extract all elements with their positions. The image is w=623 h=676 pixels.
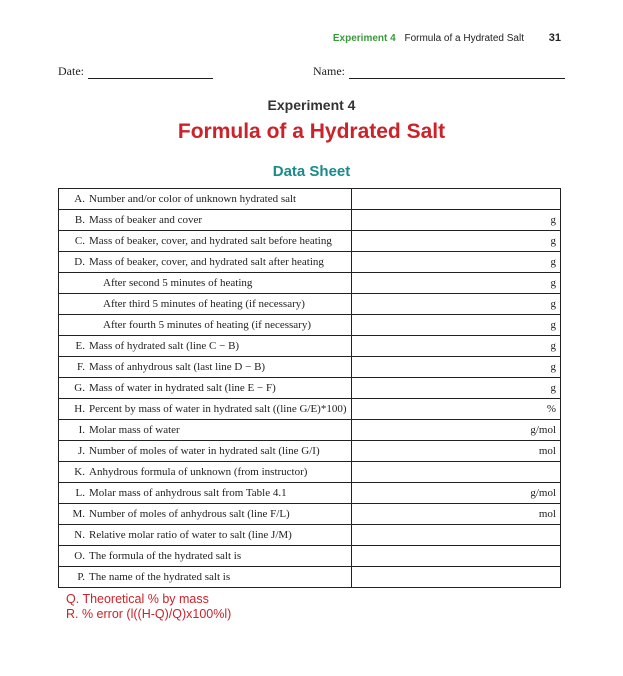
row-label-cell (59, 252, 352, 273)
date-blank-line[interactable] (88, 66, 213, 79)
row-label: Mass of beaker and cover (89, 214, 203, 226)
table-row (59, 189, 561, 210)
row-value-cell[interactable] (351, 546, 560, 567)
row-label-cell (59, 399, 352, 420)
table-row (59, 483, 561, 504)
row-letter: P. (77, 571, 85, 583)
running-header-experiment: Experiment 4 (332, 33, 396, 44)
table-row (59, 231, 561, 252)
row-label: Anhydrous formula of unknown (from instructor) (89, 466, 308, 478)
row-label-cell (59, 189, 352, 210)
row-value-cell[interactable] (351, 399, 560, 420)
row-value-cell[interactable] (351, 504, 560, 525)
row-value-cell[interactable] (351, 294, 560, 315)
row-value-cell[interactable] (351, 252, 560, 273)
row-value-cell[interactable] (351, 441, 560, 462)
row-label-cell (59, 462, 352, 483)
data-sheet-table (58, 188, 561, 588)
row-value-cell[interactable] (351, 210, 560, 231)
row-value-cell[interactable] (351, 378, 560, 399)
row-value-cell[interactable] (351, 357, 560, 378)
row-label: Number of moles of water in hydrated salt (line G/I) (89, 445, 320, 457)
note-r: R. % error (l((H-Q)/Q)x100%l) (66, 607, 232, 621)
row-label-cell (59, 357, 352, 378)
row-letter: H. (74, 403, 85, 415)
row-label: After fourth 5 minutes of heating (if necessary) (103, 319, 312, 331)
row-label: The formula of the hydrated salt is (89, 550, 242, 562)
table-row (59, 315, 561, 336)
row-letter: M. (72, 508, 85, 520)
row-value-cell[interactable] (351, 420, 560, 441)
row-label-cell (59, 315, 352, 336)
row-label: Mass of water in hydrated salt (line E − F) (89, 382, 276, 394)
running-header (333, 32, 561, 44)
row-label: Molar mass of water (89, 424, 180, 436)
table-row (59, 210, 561, 231)
row-letter: K. (74, 466, 85, 478)
table-row (59, 420, 561, 441)
row-letter: E. (75, 340, 85, 352)
row-label: Mass of beaker, cover, and hydrated salt before heating (89, 235, 332, 247)
row-value-cell[interactable] (351, 189, 560, 210)
row-letter: F. (77, 361, 85, 373)
row-label-cell (59, 378, 352, 399)
row-value-cell[interactable] (351, 483, 560, 504)
table-row (59, 525, 561, 546)
row-label: Mass of anhydrous salt (last line D − B) (89, 361, 266, 373)
row-label: Relative molar ratio of water to salt (line J/M) (89, 529, 292, 541)
handwritten-notes (66, 592, 231, 622)
row-letter: N. (74, 529, 85, 541)
row-label-cell (59, 504, 352, 525)
table-row (59, 252, 561, 273)
row-label-cell (59, 420, 352, 441)
row-label: Mass of beaker, cover, and hydrated salt after heating (89, 256, 324, 268)
row-unit: g (550, 361, 556, 373)
row-letter: O. (74, 550, 85, 562)
row-label: Number and/or color of unknown hydrated salt (89, 193, 297, 205)
page-title: Formula of a Hydrated Salt (177, 120, 446, 143)
table-row (59, 273, 561, 294)
row-unit: g (550, 340, 556, 352)
row-label-cell (59, 525, 352, 546)
row-label-cell (59, 441, 352, 462)
table-row (59, 567, 561, 588)
row-label: Number of moles of anhydrous salt (line F/L) (89, 508, 290, 520)
table-row (59, 378, 561, 399)
row-label-cell (59, 336, 352, 357)
row-unit: % (546, 403, 556, 415)
row-unit: mol (538, 508, 556, 520)
row-unit: g (550, 319, 556, 331)
table-row (59, 504, 561, 525)
name-field[interactable] (313, 64, 565, 79)
row-value-cell[interactable] (351, 336, 560, 357)
row-unit: g (550, 256, 556, 268)
row-unit: g (550, 298, 556, 310)
row-label: After second 5 minutes of heating (103, 277, 253, 289)
row-unit: g/mol (530, 487, 556, 499)
table-row (59, 294, 561, 315)
name-blank-line[interactable] (349, 66, 565, 79)
row-value-cell[interactable] (351, 231, 560, 252)
row-letter: J. (77, 445, 85, 457)
row-label: After third 5 minutes of heating (if necessary) (103, 298, 305, 310)
table-row (59, 399, 561, 420)
row-unit: mol (538, 445, 556, 457)
table-row (59, 357, 561, 378)
running-header-subtitle: Formula of a Hydrated Salt (404, 33, 524, 44)
row-label-cell (59, 231, 352, 252)
row-label: Percent by mass of water in hydrated salt ((line G/E)*100) (89, 403, 347, 415)
date-field[interactable] (58, 64, 213, 79)
row-label-cell (59, 546, 352, 567)
row-value-cell[interactable] (351, 315, 560, 336)
row-letter: B. (74, 214, 85, 226)
name-label: Name: (313, 64, 345, 78)
row-label-cell (59, 210, 352, 231)
row-unit: g (550, 235, 556, 247)
row-unit: g (550, 277, 556, 289)
experiment-label: Experiment 4 (267, 97, 356, 113)
table-row (59, 462, 561, 483)
row-letter: A. (74, 193, 85, 205)
row-value-cell[interactable] (351, 567, 560, 588)
row-unit: g (550, 382, 556, 394)
row-label-cell (59, 567, 352, 588)
row-unit: g (550, 214, 556, 226)
row-label-cell (59, 483, 352, 504)
table-row (59, 336, 561, 357)
row-letter: L. (75, 487, 85, 499)
table-row (59, 546, 561, 567)
row-letter: D. (74, 256, 85, 268)
row-value-cell[interactable] (351, 273, 560, 294)
note-q: Q. Theoretical % by mass (66, 592, 209, 606)
row-label: The name of the hydrated salt is (89, 571, 231, 583)
row-label: Molar mass of anhydrous salt from Table 4.1 (89, 487, 287, 499)
page-number: 31 (548, 32, 561, 44)
row-label-cell (59, 273, 352, 294)
row-letter: G. (74, 382, 85, 394)
row-label-cell (59, 294, 352, 315)
row-value-cell[interactable] (351, 525, 560, 546)
date-label: Date: (58, 64, 84, 78)
row-value-cell[interactable] (351, 462, 560, 483)
row-unit: g/mol (530, 424, 556, 436)
row-label: Mass of hydrated salt (line C − B) (89, 340, 240, 352)
row-letter: C. (74, 235, 85, 247)
row-letter: I. (78, 424, 85, 436)
table-row (59, 441, 561, 462)
section-heading: Data Sheet (272, 163, 351, 180)
